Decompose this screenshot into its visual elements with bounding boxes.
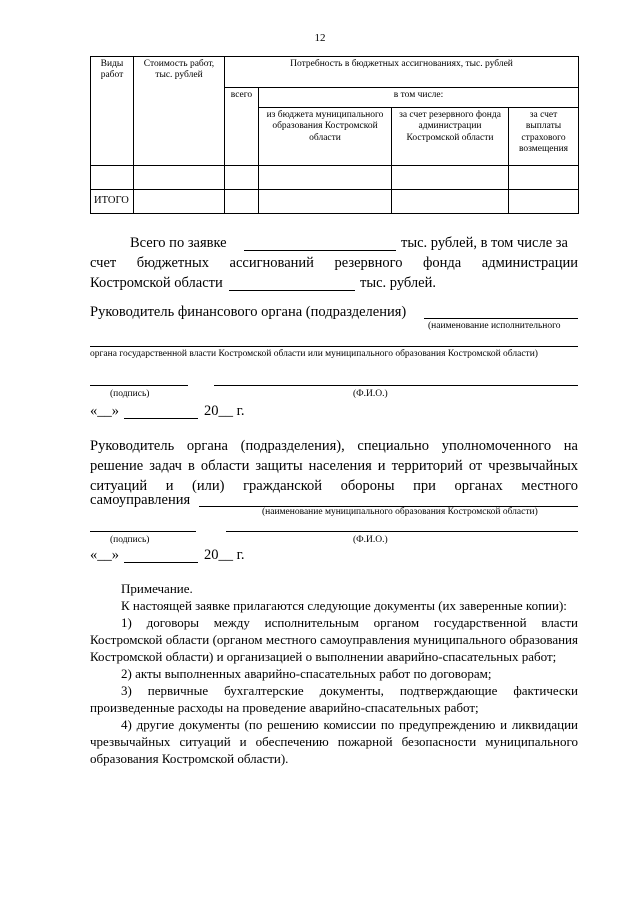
note-item-1-line-2: Костромской области (органом местного самоуправления муниципального образования (90, 632, 578, 647)
note-item-2: 2) акты выполненных аварийно-спасательных работ по договорам; (121, 666, 492, 681)
finance-fio-blank (214, 385, 578, 386)
cd-fio-hint: (Ф.И.О.) (353, 535, 388, 545)
note-item-4-line-1: 4) другие документы (по решению комиссии по предупреждению и ликвидации (121, 717, 578, 732)
page-number: 12 (314, 32, 326, 44)
note-title: Примечание. (121, 581, 193, 596)
cd-signature-hint: (подпись) (110, 535, 150, 545)
cd-head-line-2: решение задач в области защиты населения и территорий от чрезвычайных (90, 458, 578, 474)
note-item-4-line-3: образования Костромской области). (90, 751, 289, 766)
header-including: в том числе: (259, 88, 579, 108)
finance-head-hint-1: (наименование исполнительного (428, 321, 561, 331)
summary-total-blank (244, 250, 396, 251)
header-insurance: за счет выплаты страхового возмещения (509, 108, 579, 166)
summary-reserve-unit: тыс. рублей. (360, 275, 436, 291)
finance-organ-blank (90, 346, 578, 347)
finance-date-month-blank (124, 418, 198, 419)
cd-head-line-3: ситуаций и (или) гражданской обороны при органах местного (90, 478, 578, 494)
summary-reserve-blank (229, 290, 355, 291)
header-municipal-budget: из бюджета муниципального образования Костромской области (259, 108, 392, 166)
note-item-1-line-3: Костромской области) и организацией о выполнении аварийно-спасательных работ; (90, 649, 557, 664)
note-intro: К настоящей заявке прилагаются следующие документы (их заверенные копии): (121, 598, 567, 613)
summary-line-2: счет бюджетных ассигнований резервного фонда администрации (90, 255, 578, 271)
finance-signature-hint: (подпись) (110, 389, 150, 399)
finance-head-blank (424, 318, 578, 319)
header-budget-need: Потребность в бюджетных ассигнованиях, тыс. рублей (225, 57, 579, 88)
summary-line-3: Костромской области (90, 275, 223, 291)
cd-date-day: «__» (90, 547, 119, 563)
cd-date-year: 20__ г. (204, 547, 245, 563)
finance-signature-blank (90, 385, 188, 386)
finance-date-year: 20__ г. (204, 403, 245, 419)
cd-head-line-4: самоуправления (90, 492, 191, 508)
cd-municipality-hint: (наименование муниципального образования Костромской области) (262, 507, 538, 517)
cd-head-line-1: Руководитель органа (подразделения), специально уполномоченного на (90, 438, 578, 454)
summary-total-label: Всего по заявке (130, 235, 227, 251)
cd-fio-blank (226, 531, 578, 532)
header-cost: Стоимость работ, тыс. рублей (134, 57, 225, 166)
budget-request-table (90, 56, 579, 214)
note-item-3-line-1: 3) первичные бухгалтерские документы, подтверждающие фактически (121, 683, 578, 698)
cd-signature-blank (90, 531, 196, 532)
finance-head-hint-2: органа государственной власти Костромской области или муниципального образования Костромской области) (90, 349, 538, 359)
header-work-types: Виды работ (91, 57, 134, 166)
summary-total-unit: тыс. рублей, в том числе за (401, 235, 568, 251)
table-row-total (91, 190, 579, 214)
note-item-1-line-1: 1) договоры между исполнительным органом государственной власти (121, 615, 578, 630)
finance-date-day: «__» (90, 403, 119, 419)
cd-date-month-blank (124, 562, 198, 563)
note-item-4-line-2: чрезвычайных ситуаций и обеспечению пожарной безопасности муниципального (90, 734, 578, 749)
finance-head-label: Руководитель финансового органа (подразделения) (90, 304, 407, 320)
note-item-3-line-2: произведенные расходы на проведение аварийно-спасательных работ; (90, 700, 479, 715)
header-reserve-fund: за счет резервного фонда администрации Костромской области (392, 108, 509, 166)
finance-fio-hint: (Ф.И.О.) (353, 389, 388, 399)
total-label: ИТОГО (91, 190, 134, 214)
header-total: всего (225, 88, 259, 166)
table-row (91, 166, 579, 190)
